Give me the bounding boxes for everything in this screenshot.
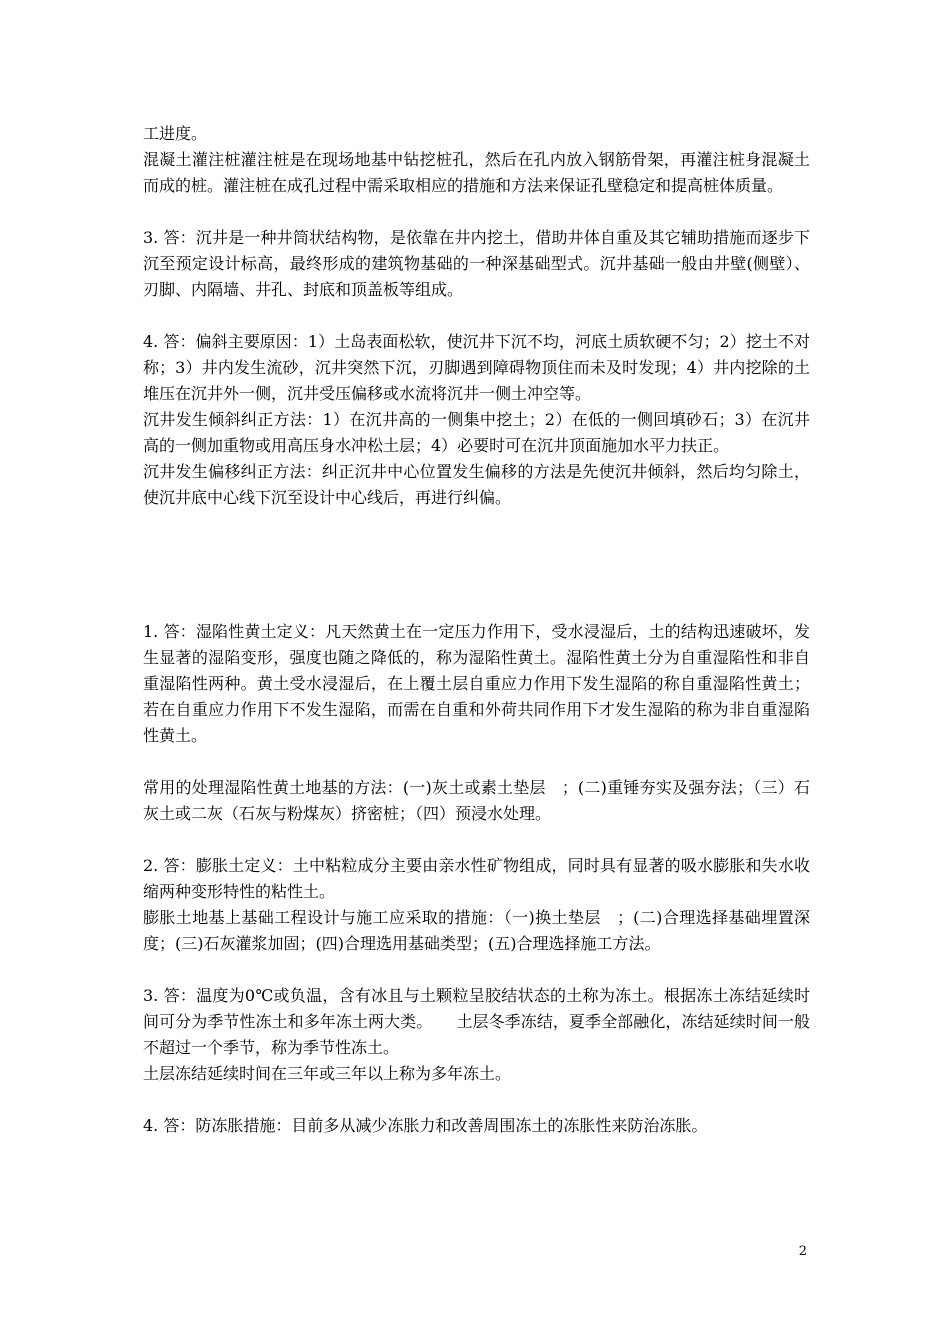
paragraph: 3. 答：温度为0℃或负温，含有冰且与土颗粒呈胶结状态的土称为冻土。根据冻土冻结延续时间可分为季节性冻土和多年冻土两大类。 土层冬季冻结，夏季全部融化，冻结延续时间一般不超过一个季节，称为季节性冻土。 <box>143 986 810 1057</box>
paragraph: 2. 答：膨胀土定义：土中粘粒成分主要由亲水性矿物组成，同时具有显著的吸水膨胀和失水收缩两种变形特性的粘性土。 <box>143 856 810 901</box>
page-body <box>143 121 810 1139</box>
section-spacer <box>143 511 810 619</box>
paragraph: 3. 答：沉井是一种井筒状结构物，是依靠在井内挖土，借助井体自重及其它辅助措施而逐步下沉至预定设计标高，最终形成的建筑物基础的一种深基础型式。沉井基础一般由井壁(侧壁）、刃脚、内隔墙、井孔、封底和顶盖板等组成。 <box>143 228 810 299</box>
spacer <box>143 957 810 983</box>
paragraph: 4. 答：偏斜主要原因：1）土岛表面松软，使沉井下沉不均，河底土质软硬不匀；2）挖土不对称；3）井内发生流砂，沉井突然下沉，刃脚遇到障碍物顶住而未及时发现；4）井内挖除的土堆压在沉井外一侧，沉井受压偏移或水流将沉井一侧土冲空等。 <box>143 332 810 403</box>
paragraph: 膨胀土地基上基础工程设计与施工应采取的措施：（一)换土垫层 ；(二)合理选择基础埋置深度；(三)石灰灌浆加固；(四)合理选用基础类型；(五)合理选择施工方法。 <box>143 908 810 953</box>
paragraph: 工进度。 <box>143 124 208 143</box>
paragraph: 沉井发生偏移纠正方法：纠正沉井中心位置发生偏移的方法是先使沉井倾斜，然后均匀除土，使沉井底中心线下沉至设计中心线后，再进行纠偏。 <box>143 462 810 507</box>
paragraph: 混凝土灌注桩灌注桩是在现场地基中钻挖桩孔，然后在孔内放入钢筋骨架，再灌注桩身混凝土而成的桩。灌注桩在成孔过程中需采取相应的措施和方法来保证孔壁稳定和提高桩体质量。 <box>143 150 810 195</box>
paragraph: 常用的处理湿陷性黄土地基的方法：(一)灰土或素土垫层 ；(二)重锤夯实及强夯法；（三）石灰土或二灰（石灰与粉煤灰）挤密桩；（四）预浸水处理。 <box>143 778 810 823</box>
paragraph: 4. 答：防冻胀措施：目前多从减少冻胀力和改善周围冻土的冻胀性来防治冻胀。 <box>143 1116 708 1135</box>
paragraph: 沉井发生倾斜纠正方法：1）在沉井高的一侧集中挖土；2）在低的一侧回填砂石；3）在沉井高的一侧加重物或用高压身水冲松土层；4）必要时可在沉井顶面施加水平力扶正。 <box>143 410 810 455</box>
page-number: 2 <box>798 1244 807 1259</box>
spacer <box>143 1087 810 1113</box>
spacer <box>143 303 810 329</box>
spacer <box>143 749 810 775</box>
paragraph: 土层冻结延续时间在三年或三年以上称为多年冻土。 <box>143 1064 512 1083</box>
spacer <box>143 199 810 225</box>
spacer <box>143 827 810 853</box>
paragraph: 1. 答：湿陷性黄土定义：凡天然黄土在一定压力作用下，受水浸湿后，土的结构迅速破坏，发生显著的湿陷变形，强度也随之降低的，称为湿陷性黄土。湿陷性黄土分为自重湿陷性和非自重湿陷性两种。黄土受水浸湿后，在上覆土层自重应力作用下发生湿陷的称自重湿陷性黄土；若在自重应力作用下不发生湿陷，而需在自重和外荷共同作用下才发生湿陷的称为非自重湿陷性黄土。 <box>143 622 810 745</box>
